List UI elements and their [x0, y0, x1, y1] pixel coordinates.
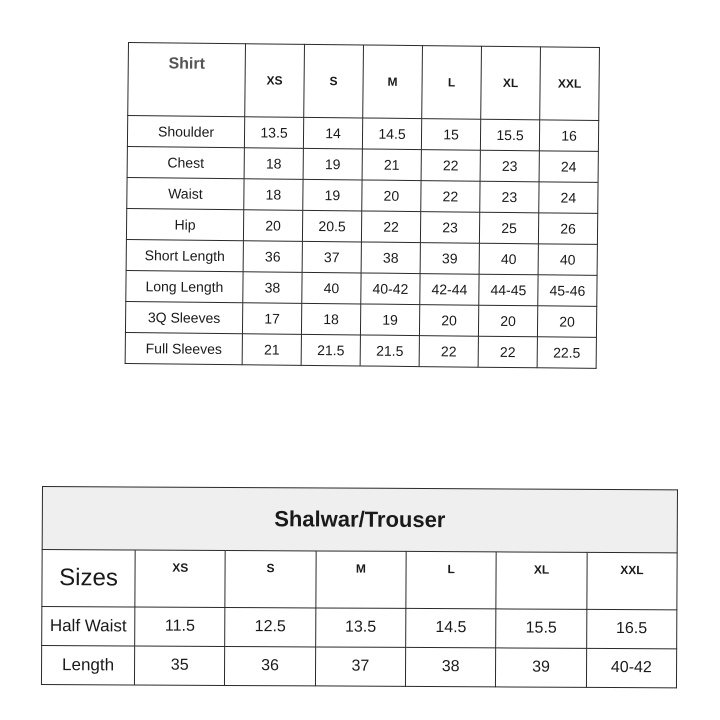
- table-cell: 24: [539, 182, 598, 214]
- table-cell: 13.5: [244, 117, 303, 149]
- trouser-size-chart: [41, 486, 678, 688]
- table-cell: 40: [479, 243, 538, 275]
- table-cell: 26: [538, 213, 597, 245]
- row-label: 3Q Sleeves: [125, 301, 242, 333]
- table-cell: 20.5: [302, 210, 361, 242]
- table-cell: 16: [539, 120, 598, 152]
- table-cell: 15.5: [496, 609, 587, 648]
- table-cell: 18: [244, 179, 303, 211]
- table-cell: 39: [496, 648, 587, 687]
- shirt-size-header: L: [422, 46, 482, 120]
- table-cell: 14.5: [406, 608, 497, 647]
- table-cell: 20: [478, 305, 537, 337]
- shirt-size-header: XL: [481, 46, 541, 120]
- table-cell: 22.5: [537, 337, 596, 369]
- table-row: [125, 332, 596, 368]
- table-row: [127, 146, 598, 182]
- shirt-size-header: XS: [245, 44, 305, 118]
- table-cell: 38: [243, 272, 302, 304]
- table-cell: 38: [405, 647, 496, 686]
- table-cell: 23: [480, 150, 539, 182]
- trouser-size-header: S: [225, 550, 316, 607]
- table-cell: 21.5: [360, 335, 419, 367]
- table-row: [127, 116, 598, 152]
- table-cell: 39: [420, 243, 479, 275]
- shirt-size-header: XXL: [540, 47, 600, 121]
- row-label: Shoulder: [127, 116, 244, 148]
- table-cell: 22: [419, 336, 478, 368]
- table-cell: 35: [134, 646, 225, 685]
- shirt-size-header: S: [304, 44, 364, 118]
- table-cell: 11.5: [135, 607, 226, 646]
- table-cell: 23: [420, 212, 479, 244]
- trouser-size-header: XL: [496, 552, 587, 609]
- table-cell: 23: [480, 181, 539, 213]
- table-row: [42, 607, 677, 649]
- table-row: [126, 239, 597, 275]
- table-cell: 14.5: [362, 118, 421, 150]
- table-cell: 22: [478, 336, 537, 368]
- table-cell: 40: [302, 272, 361, 304]
- table-cell: 19: [303, 179, 362, 211]
- table-cell: 21: [362, 149, 421, 181]
- row-label: Hip: [126, 208, 243, 240]
- trouser-size-header: L: [406, 551, 497, 608]
- trouser-size-table: [41, 549, 678, 688]
- table-cell: 38: [361, 242, 420, 274]
- table-cell: 15.5: [480, 119, 539, 151]
- table-cell: 21.5: [301, 334, 360, 366]
- table-cell: 40-42: [361, 273, 420, 305]
- table-cell: 17: [242, 303, 301, 335]
- table-cell: 12.5: [225, 607, 316, 646]
- trouser-header-row: [42, 550, 677, 610]
- table-cell: 20: [537, 306, 596, 338]
- row-label: Chest: [127, 146, 244, 178]
- row-label: Length: [41, 646, 134, 685]
- row-label: Full Sleeves: [125, 332, 242, 364]
- table-row: [126, 270, 597, 306]
- table-cell: 22: [421, 181, 480, 213]
- table-row: [125, 301, 596, 337]
- table-cell: 18: [301, 303, 360, 335]
- table-cell: 20: [419, 305, 478, 337]
- row-label: Half Waist: [42, 607, 135, 646]
- table-cell: 16.5: [586, 609, 677, 648]
- table-cell: 40: [538, 244, 597, 276]
- table-cell: 19: [303, 148, 362, 180]
- trouser-size-header: XXL: [587, 552, 678, 609]
- table-cell: 14: [303, 117, 362, 149]
- table-cell: 20: [362, 180, 421, 212]
- table-cell: 13.5: [315, 608, 406, 647]
- sizes-header-label: Sizes: [42, 550, 135, 607]
- table-cell: 36: [225, 646, 316, 685]
- row-label: Long Length: [126, 270, 243, 302]
- table-cell: 21: [242, 334, 301, 366]
- table-cell: 37: [315, 647, 406, 686]
- table-cell: 22: [421, 150, 480, 182]
- table-cell: 24: [539, 151, 598, 183]
- table-cell: 45-46: [538, 275, 597, 307]
- table-row: [127, 177, 598, 213]
- table-cell: 19: [360, 304, 419, 336]
- table-cell: 36: [243, 241, 302, 273]
- shirt-header-row: [128, 43, 600, 121]
- table-cell: 25: [479, 212, 538, 244]
- shirt-size-table: [125, 42, 600, 369]
- table-cell: 37: [302, 241, 361, 273]
- table-row: [41, 646, 676, 688]
- table-cell: 20: [243, 210, 302, 242]
- shirt-table-title: Shirt: [128, 43, 246, 117]
- table-cell: 44-45: [479, 274, 538, 306]
- table-cell: 18: [244, 148, 303, 180]
- shirt-size-header: M: [363, 45, 423, 119]
- table-cell: 40-42: [586, 648, 677, 687]
- table-cell: 42-44: [420, 274, 479, 306]
- trouser-size-header: XS: [135, 550, 226, 607]
- trouser-table-title: Shalwar/Trouser: [42, 486, 678, 552]
- table-cell: 22: [361, 211, 420, 243]
- table-row: [126, 208, 597, 244]
- trouser-size-header: M: [316, 551, 407, 608]
- row-label: Short Length: [126, 239, 243, 271]
- row-label: Waist: [127, 177, 244, 209]
- table-cell: 15: [421, 119, 480, 151]
